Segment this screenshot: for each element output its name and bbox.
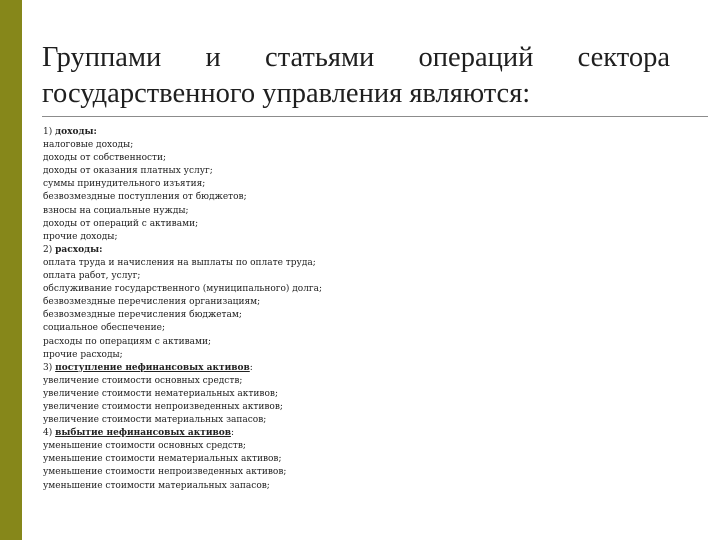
list-item: доходы от операций с активами; [43, 218, 199, 229]
title-divider [42, 116, 708, 117]
group-number: 4) [43, 428, 53, 439]
list-item: уменьшение стоимости основных средств; [43, 441, 246, 452]
list-item: обслуживание государственного (муниципального) долга; [43, 284, 323, 295]
list-item: доходы от оказания платных услуг; [43, 166, 213, 177]
operations-list [43, 126, 683, 493]
group-title-colon: : [249, 362, 253, 373]
list-item: доходы от собственности; [43, 153, 167, 164]
list-item: безвозмездные перечисления организациям; [43, 297, 261, 308]
list-item: безвозмездные перечисления бюджетам; [43, 310, 242, 321]
list-item: суммы принудительного изъятия; [43, 179, 206, 190]
group-number: 2) [43, 244, 53, 255]
group-title: выбытие нефинансовых активов [55, 428, 231, 439]
slide-title [42, 40, 670, 112]
group-heading [43, 362, 683, 375]
list-item: налоговые доходы; [43, 140, 134, 151]
list-item: уменьшение стоимости нематериальных активов; [43, 454, 282, 465]
group-number: 3) [43, 362, 53, 373]
list-item: социальное обеспечение; [43, 323, 165, 334]
list-item: уменьшение стоимости непроизведенных активов; [43, 467, 287, 478]
list-item: увеличение стоимости основных средств; [43, 375, 243, 386]
list-item: увеличение стоимости нематериальных активов; [43, 388, 278, 399]
list-item: расходы по операциям с активами; [43, 336, 212, 347]
list-item: взносы на социальные нужды; [43, 205, 189, 216]
group-title: поступление нефинансовых активов [55, 362, 250, 373]
group-title: доходы: [55, 127, 97, 137]
title-line-1: Группами и статьями операций сектора [42, 42, 670, 73]
group-heading [43, 244, 683, 257]
group-title: расходы: [55, 244, 103, 255]
group-heading [43, 126, 683, 139]
list-item: увеличение стоимости непроизведенных активов; [43, 401, 283, 412]
title-line-2: государственного управления являются: [42, 78, 531, 109]
group-title-colon: : [231, 428, 235, 439]
group-heading [43, 427, 683, 440]
left-accent-bar [0, 0, 22, 540]
list-item: прочие доходы; [43, 231, 118, 242]
list-item: безвозмездные поступления от бюджетов; [43, 192, 247, 203]
list-item: оплата работ, услуг; [43, 271, 141, 282]
group-number: 1) [43, 127, 53, 137]
list-item: оплата труда и начисления на выплаты по оплате труда; [43, 257, 316, 268]
list-item: увеличение стоимости материальных запасов; [43, 415, 267, 426]
list-item: прочие расходы; [43, 349, 123, 360]
list-item: уменьшение стоимости материальных запасов; [43, 480, 270, 491]
